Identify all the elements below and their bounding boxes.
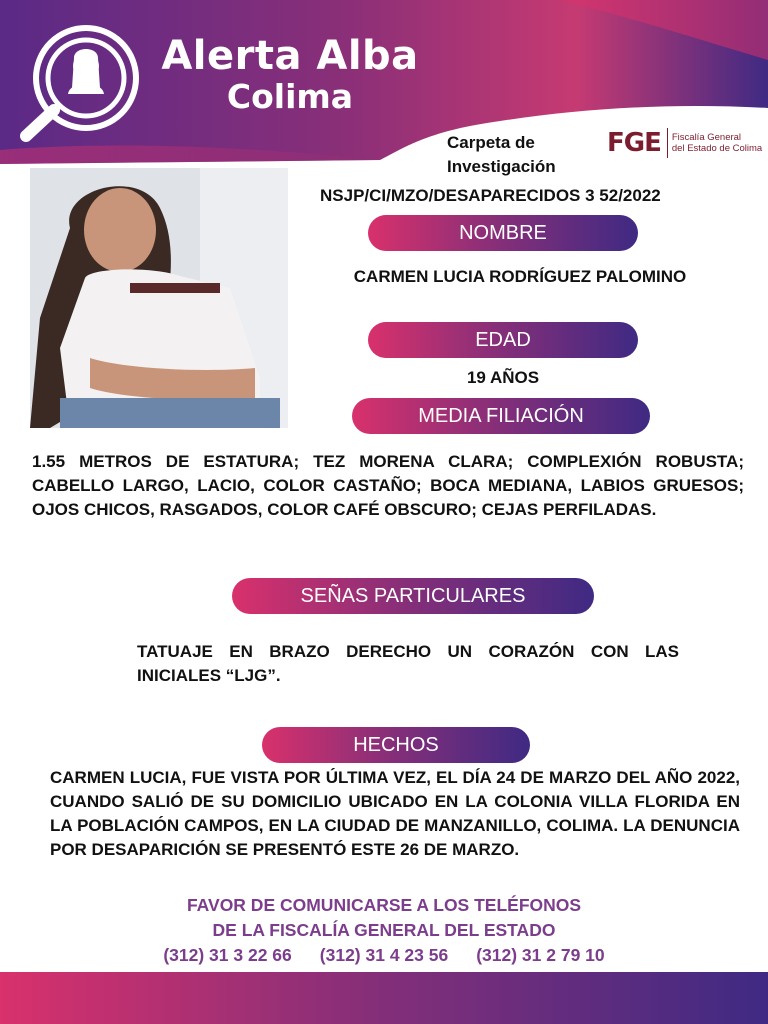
- fge-logo-sub2: del Estado de Colima: [671, 143, 763, 154]
- carpeta-line1: Carpeta de: [447, 133, 535, 152]
- contact-block: [100, 893, 668, 968]
- alert-title: [0, 33, 580, 116]
- media-filiacion-label: MEDIA FILIACIÓN: [352, 398, 650, 434]
- footer-bar: [0, 972, 768, 1024]
- phone-number[interactable]: (312) 31 4 23 56: [319, 945, 449, 965]
- carpeta-label: [447, 131, 556, 179]
- fge-logo: [607, 128, 762, 158]
- edad-label: EDAD: [368, 322, 638, 358]
- hechos-text: CARMEN LUCIA, FUE VISTA POR ÚLTIMA VEZ, EL DÍA 24 DE MARZO DEL AÑO 2022, CUANDO SALIÓ DE SU DOMICILIO UBICADO EN LA COLONIA VILLA FLORIDA EN LA POBLACIÓN CAMPOS, EN LA CIUDAD DE MANZANILLO, COLIMA. LA DENUNCIA POR DESAPARICIÓN SE PRESENTÓ ESTE 26 DE MARZO.: [50, 768, 740, 859]
- nombre-value: CARMEN LUCIA RODRÍGUEZ PALOMINO: [353, 267, 687, 286]
- contact-line1: FAVOR DE COMUNICARSE A LOS TELÉFONOS: [186, 895, 582, 915]
- case-number: NSJP/CI/MZO/DESAPARECIDOS 3 52/2022: [320, 186, 661, 205]
- alert-title-line1: Alerta Alba: [161, 33, 419, 79]
- missing-person-photo: [30, 168, 288, 428]
- fge-logo-subtitle: [668, 132, 762, 154]
- fge-logo-mark: FGE: [607, 128, 668, 158]
- hechos-label: HECHOS: [262, 727, 530, 763]
- phone-number[interactable]: (312) 31 3 22 66: [163, 945, 292, 965]
- contact-line2: DE LA FISCALÍA GENERAL DEL ESTADO: [212, 920, 556, 940]
- senas-particulares-text: TATUAJE EN BRAZO DERECHO UN CORAZÓN CON LAS INICIALES “LJG”.: [137, 642, 679, 685]
- fge-logo-sub1: Fiscalía General: [671, 132, 742, 143]
- edad-value: 19 AÑOS: [466, 368, 540, 387]
- carpeta-line2: Investigación: [447, 157, 556, 176]
- media-filiacion-text: 1.55 METROS DE ESTATURA; TEZ MORENA CLARA; COMPLEXIÓN ROBUSTA; CABELLO LARGO, LACIO, COLOR CASTAÑO; BOCA MEDIANA, LABIOS GRUESOS; OJOS CHICOS, RASGADOS, COLOR CAFÉ OBSCURO; CEJAS PERFILADAS.: [32, 452, 744, 519]
- phone-list: [100, 943, 668, 968]
- nombre-label: NOMBRE: [368, 215, 638, 251]
- phone-number[interactable]: (312) 31 2 79 10: [476, 945, 605, 965]
- header-banner: [0, 0, 768, 190]
- senas-particulares-label: SEÑAS PARTICULARES: [232, 578, 594, 614]
- alert-title-line2: Colima: [226, 77, 354, 116]
